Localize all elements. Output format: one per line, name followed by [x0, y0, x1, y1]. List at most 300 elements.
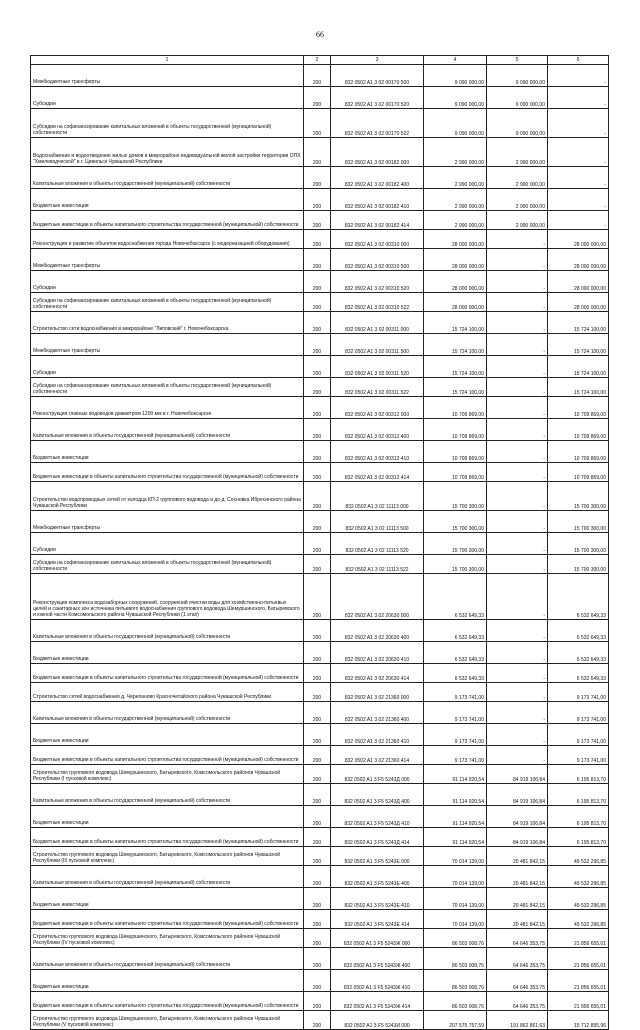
row-amount-1-cell: 15 724 100,00	[424, 356, 487, 378]
table-row	[31, 664, 609, 683]
row-amount-3-cell: 15 700 300,00	[548, 482, 609, 511]
row-amount-2-cell: -	[487, 574, 548, 620]
row-name-text: Межбюджетные трансферты	[33, 79, 101, 85]
row-name-cell	[31, 866, 304, 888]
row-amount-3-cell: -	[548, 211, 609, 230]
row-name-cell	[31, 555, 304, 574]
row-name-cell	[31, 642, 304, 664]
row-amount-2-cell: -	[487, 356, 548, 378]
table-row	[31, 847, 609, 866]
row-amount-3-cell: 49 532 296,85	[548, 866, 609, 888]
table-row	[31, 109, 609, 138]
row-name-cell	[31, 419, 304, 441]
row-amount-2-cell: 84 919 106,84	[487, 828, 548, 847]
row-amount-2-cell: -	[487, 482, 548, 511]
row-code-cell: 200	[304, 888, 331, 910]
row-amount-2-cell: -	[487, 293, 548, 312]
row-name-cell	[31, 847, 304, 866]
row-name-text: Бюджетные инвестиции в объекты капитального строительства государственной (муниципальной) собственности	[33, 757, 299, 763]
row-code-cell: 200	[304, 533, 331, 555]
row-classification-cell: 832 0502 A1 3 F5 5243Е 414	[331, 910, 424, 929]
row-classification-cell: 832 0502 A1 3 F5 5243Д 400	[331, 784, 424, 806]
row-amount-2-cell: 191 862 861,63	[487, 1011, 548, 1030]
row-classification-cell: 832 0502 A1 3 02 00310 000	[331, 230, 424, 249]
row-amount-1-cell: 10 709 869,00	[424, 397, 487, 419]
row-classification-cell: 832 0502 A1 3 02 00312 414	[331, 463, 424, 482]
row-name-text: Межбюджетные трансферты	[33, 525, 101, 531]
row-amount-3-cell: 9 173 741,00	[548, 702, 609, 724]
row-amount-2-cell: -	[487, 230, 548, 249]
row-amount-3-cell: 6 532 649,33	[548, 642, 609, 664]
row-code-cell: 200	[304, 230, 331, 249]
table-row	[31, 970, 609, 992]
row-amount-1-cell: 86 503 008,76	[424, 929, 487, 948]
row-name-cell	[31, 765, 304, 784]
row-amount-1-cell: 9 090 000,00	[424, 87, 487, 109]
table-row	[31, 87, 609, 109]
row-code-cell: 200	[304, 948, 331, 970]
row-amount-2-cell: 20 481 842,15	[487, 888, 548, 910]
row-name-text: Бюджетные инвестиции в объекты капитального строительства государственной (муниципальной) собственности	[33, 675, 299, 681]
row-classification-cell: 832 0502 A1 3 02 00311 522	[331, 378, 424, 397]
row-name-cell	[31, 970, 304, 992]
table-row	[31, 312, 609, 334]
row-code-cell: 200	[304, 702, 331, 724]
row-name-cell	[31, 249, 304, 271]
row-classification-cell: 832 0502 A1 3 02 20630 000	[331, 574, 424, 620]
row-amount-1-cell: 9 173 741,00	[424, 746, 487, 765]
row-amount-1-cell: 86 503 008,76	[424, 992, 487, 1011]
row-classification-cell: 832 0502 A1 3 F5 5243Д 410	[331, 806, 424, 828]
table-row	[31, 293, 609, 312]
row-code-cell: 200	[304, 419, 331, 441]
row-amount-3-cell: 15 712 895,96	[548, 1011, 609, 1030]
row-amount-2-cell: -	[487, 664, 548, 683]
row-name-cell	[31, 334, 304, 356]
row-name-cell	[31, 378, 304, 397]
row-amount-2-cell: -	[487, 271, 548, 293]
row-code-cell: 200	[304, 138, 331, 167]
row-amount-3-cell: 10 709 869,00	[548, 419, 609, 441]
row-amount-2-cell: 20 481 842,15	[487, 847, 548, 866]
row-amount-2-cell: 2 990 000,00	[487, 138, 548, 167]
column-header: 5	[487, 56, 548, 65]
row-classification-cell: 832 0502 A1 3 02 00310 520	[331, 271, 424, 293]
row-name-text: Бюджетные инвестиции в объекты капитального строительства государственной (муниципальной) собственности	[33, 1003, 299, 1009]
row-code-cell: 200	[304, 87, 331, 109]
row-amount-3-cell: 15 700 300,00	[548, 511, 609, 533]
row-name-text: Строительство группового водовода Шемуршинского, Батыревского, Комсомольского районов Чувашской Республики (V пусковой комплекс)	[33, 1016, 281, 1028]
row-code-cell: 200	[304, 866, 331, 888]
row-classification-cell: 832 0502 A1 3 F5 5243Ж 410	[331, 970, 424, 992]
row-classification-cell: 832 0502 A1 3 02 21360 400	[331, 702, 424, 724]
row-amount-3-cell: 6 195 813,70	[548, 784, 609, 806]
row-amount-3-cell: 10 709 869,00	[548, 441, 609, 463]
row-amount-2-cell: -	[487, 642, 548, 664]
row-code-cell: 200	[304, 828, 331, 847]
table-row	[31, 397, 609, 419]
table-row	[31, 683, 609, 702]
table-row	[31, 211, 609, 230]
row-classification-cell: 832 0502 A1 3 02 11113 500	[331, 511, 424, 533]
row-amount-1-cell: 10 709 869,00	[424, 463, 487, 482]
row-classification-cell: 832 0502 A1 3 02 11113 000	[331, 482, 424, 511]
row-amount-3-cell: 21 856 655,01	[548, 970, 609, 992]
row-classification-cell: 832 0502 A1 3 02 00170 520	[331, 87, 424, 109]
row-name-cell	[31, 683, 304, 702]
row-name-text: Строительство сетей водоснабжения д. Черепаново Красночетайского района Чувашской Республики	[33, 694, 272, 700]
row-amount-3-cell: 6 195 813,70	[548, 828, 609, 847]
row-amount-1-cell: 15 700 300,00	[424, 482, 487, 511]
row-classification-cell: 832 0502 A1 3 02 00170 522	[331, 109, 424, 138]
row-code-cell: 200	[304, 293, 331, 312]
row-amount-1-cell: 6 532 649,33	[424, 642, 487, 664]
row-amount-1-cell: 6 532 649,33	[424, 664, 487, 683]
row-name-text: Межбюджетные трансферты	[33, 348, 101, 354]
row-name-text: Бюджетные инвестиции	[33, 203, 89, 209]
row-amount-3-cell: 15 724 100,00	[548, 312, 609, 334]
table-row	[31, 1011, 609, 1030]
row-name-cell	[31, 620, 304, 642]
row-code-cell: 200	[304, 189, 331, 211]
row-code-cell: 200	[304, 765, 331, 784]
table-row	[31, 992, 609, 1011]
row-classification-cell: 832 0502 A1 3 02 21360 414	[331, 746, 424, 765]
table-body	[31, 56, 609, 1030]
row-amount-3-cell: 28 000 000,00	[548, 293, 609, 312]
table-row	[31, 334, 609, 356]
row-amount-3-cell: 15 724 100,00	[548, 378, 609, 397]
row-name-text: Межбюджетные трансферты	[33, 263, 101, 269]
table-row	[31, 929, 609, 948]
row-amount-2-cell: -	[487, 397, 548, 419]
row-name-text: Реконструкция комплекса водозаборных сооружений, сооружений очистки воды для хозяйственно-питьевых целей и санитарных зон источника питьевого водоснабжения группового водовода Шемуршинского, Батыревского и южной части Комсомольского района Чувашской Республики (1 этап)	[33, 600, 300, 618]
row-amount-2-cell: 20 481 842,15	[487, 866, 548, 888]
row-amount-3-cell: -	[548, 189, 609, 211]
row-amount-2-cell: -	[487, 511, 548, 533]
row-amount-2-cell: -	[487, 620, 548, 642]
row-amount-1-cell: 9 090 000,00	[424, 65, 487, 87]
row-amount-3-cell: 15 700 300,00	[548, 533, 609, 555]
row-amount-2-cell: -	[487, 419, 548, 441]
row-classification-cell: 832 0502 A1 3 02 20630 410	[331, 642, 424, 664]
row-name-text: Капитальные вложения в объекты государственной (муниципальной) собственности	[33, 433, 231, 439]
row-amount-2-cell: 64 646 353,75	[487, 970, 548, 992]
row-name-cell	[31, 167, 304, 189]
table-row	[31, 167, 609, 189]
row-amount-2-cell: -	[487, 533, 548, 555]
row-classification-cell: 832 0502 A1 3 02 00182 000	[331, 138, 424, 167]
row-amount-1-cell: 15 700 300,00	[424, 511, 487, 533]
table-row	[31, 910, 609, 929]
column-header: 4	[424, 56, 487, 65]
row-amount-3-cell: 6 195 813,70	[548, 765, 609, 784]
row-amount-1-cell: 9 173 741,00	[424, 702, 487, 724]
row-name-text: Реконструкция и развитие объектов водоснабжения города Новочебоксарск (с модернизацией оборудования)	[33, 241, 290, 247]
row-classification-cell: 832 0502 A1 3 F5 5243Ж 000	[331, 929, 424, 948]
row-amount-1-cell: 70 014 139,00	[424, 910, 487, 929]
row-code-cell: 200	[304, 441, 331, 463]
row-name-cell	[31, 511, 304, 533]
row-classification-cell: 832 0502 A1 3 02 00182 400	[331, 167, 424, 189]
row-name-text: Строительство водопроводных сетей от колодца КП-2 группового водовода и до д. Сосновка Ибресинского района Чувашской Республики	[33, 497, 301, 509]
row-name-text: Субсидии	[33, 370, 56, 376]
row-code-cell: 200	[304, 970, 331, 992]
row-name-text: Капитальные вложения в объекты государственной (муниципальной) собственности	[33, 716, 231, 722]
column-header: 3	[331, 56, 424, 65]
row-name-cell	[31, 138, 304, 167]
row-amount-2-cell: -	[487, 746, 548, 765]
row-amount-3-cell: 15 700 300,00	[548, 555, 609, 574]
row-name-cell	[31, 356, 304, 378]
row-amount-3-cell: 9 173 741,00	[548, 683, 609, 702]
row-amount-3-cell: -	[548, 65, 609, 87]
row-amount-1-cell: 28 000 000,00	[424, 230, 487, 249]
row-amount-3-cell: 9 173 741,00	[548, 724, 609, 746]
row-amount-2-cell: -	[487, 683, 548, 702]
row-code-cell: 200	[304, 574, 331, 620]
row-amount-1-cell: 15 724 100,00	[424, 334, 487, 356]
row-classification-cell: 832 0502 A1 3 F5 5243Ж 414	[331, 992, 424, 1011]
row-amount-3-cell: 15 724 100,00	[548, 334, 609, 356]
row-code-cell: 200	[304, 109, 331, 138]
row-name-cell	[31, 664, 304, 683]
row-code-cell: 200	[304, 463, 331, 482]
column-header: 2	[304, 56, 331, 65]
column-header: 6	[548, 56, 609, 65]
row-code-cell: 200	[304, 211, 331, 230]
table-row	[31, 511, 609, 533]
row-amount-2-cell: 84 919 106,84	[487, 806, 548, 828]
row-name-cell	[31, 211, 304, 230]
row-amount-2-cell: 9 090 000,00	[487, 65, 548, 87]
table-row	[31, 463, 609, 482]
table-row	[31, 65, 609, 87]
row-name-cell	[31, 109, 304, 138]
table-row	[31, 765, 609, 784]
table-row	[31, 249, 609, 271]
row-classification-cell: 832 0502 A1 3 F5 5243Е 400	[331, 866, 424, 888]
row-amount-1-cell: 91 114 920,54	[424, 784, 487, 806]
row-amount-3-cell: 10 709 869,00	[548, 463, 609, 482]
row-name-text: Капитальные вложения в объекты государственной (муниципальной) собственности	[33, 962, 231, 968]
row-name-cell	[31, 397, 304, 419]
row-code-cell: 200	[304, 312, 331, 334]
row-name-cell	[31, 910, 304, 929]
row-amount-1-cell: 9 090 000,00	[424, 109, 487, 138]
row-code-cell: 200	[304, 929, 331, 948]
row-amount-3-cell: 6 195 813,70	[548, 806, 609, 828]
row-code-cell: 200	[304, 167, 331, 189]
row-classification-cell: 832 0502 A1 3 02 00182 414	[331, 211, 424, 230]
row-name-text: Строительство группового водовода Шемуршинского, Батыревского, Комсомольского районов Чувашской Республики (IV пусковой комплекс)	[33, 934, 281, 946]
row-name-text: Строительство группового водовода Шемуршинского, Батыревского, Комсомольского районов Чувашской Республики (I пусковой комплекс)	[33, 770, 281, 782]
row-classification-cell: 832 0502 A1 3 02 11113 522	[331, 555, 424, 574]
table-row	[31, 948, 609, 970]
row-name-cell	[31, 574, 304, 620]
row-amount-3-cell: 28 000 000,00	[548, 271, 609, 293]
row-classification-cell: 832 0502 A1 3 F5 5243И 000	[331, 1011, 424, 1030]
row-amount-3-cell: 28 000 000,00	[548, 230, 609, 249]
table-row	[31, 441, 609, 463]
row-amount-1-cell: 86 503 008,76	[424, 948, 487, 970]
table-row	[31, 702, 609, 724]
row-amount-1-cell: 2 990 000,00	[424, 138, 487, 167]
row-name-text: Бюджетные инвестиции	[33, 738, 89, 744]
row-classification-cell: 832 0502 A1 3 02 21360 000	[331, 683, 424, 702]
row-amount-2-cell: 9 090 000,00	[487, 109, 548, 138]
row-classification-cell: 832 0502 A1 3 F5 5243Е 410	[331, 888, 424, 910]
row-code-cell: 200	[304, 847, 331, 866]
row-name-text: Строительство сети водоснабжения в микрорайоне "Липовский" г. Новочебоксарска	[33, 326, 229, 332]
table-row	[31, 378, 609, 397]
row-amount-2-cell: 64 646 353,75	[487, 948, 548, 970]
row-name-text: Водоснабжение и водоотведение жилых домов в микрорайоне индивидуальной жилой застройки территории ОПХ "Хмелеводческой" в г. Цивильск Чувашской Республики	[33, 153, 301, 165]
row-name-text: Бюджетные инвестиции	[33, 820, 89, 826]
row-name-text: Бюджетные инвестиции в объекты капитального строительства государственной (муниципальной) собственности	[33, 839, 299, 845]
row-code-cell: 200	[304, 249, 331, 271]
row-amount-1-cell: 10 709 869,00	[424, 419, 487, 441]
row-name-text: Капитальные вложения в объекты государственной (муниципальной) собственности	[33, 880, 231, 886]
table-row	[31, 642, 609, 664]
table-row	[31, 888, 609, 910]
row-amount-2-cell: 9 090 000,00	[487, 87, 548, 109]
row-classification-cell: 832 0502 A1 3 02 00310 522	[331, 293, 424, 312]
row-code-cell: 200	[304, 482, 331, 511]
row-classification-cell: 832 0502 A1 3 F5 5243Е 000	[331, 847, 424, 866]
row-amount-3-cell: 49 532 296,85	[548, 888, 609, 910]
row-amount-3-cell: -	[548, 138, 609, 167]
row-amount-1-cell: 2 990 000,00	[424, 211, 487, 230]
row-name-cell	[31, 312, 304, 334]
row-name-text: Бюджетные инвестиции	[33, 455, 89, 461]
row-amount-3-cell: 49 532 296,85	[548, 847, 609, 866]
row-code-cell: 200	[304, 664, 331, 683]
row-amount-2-cell: 64 646 353,75	[487, 929, 548, 948]
row-code-cell: 200	[304, 784, 331, 806]
row-classification-cell: 832 0502 A1 3 02 00182 410	[331, 189, 424, 211]
row-name-text: Реконструкция главных водоводов диаметром 1200 мм в г. Новочебоксарске	[33, 411, 212, 417]
row-code-cell: 200	[304, 746, 331, 765]
row-classification-cell: 832 0502 A1 3 F5 5243Д 000	[331, 765, 424, 784]
row-amount-3-cell: 28 000 000,00	[548, 249, 609, 271]
row-amount-2-cell: -	[487, 312, 548, 334]
table-row	[31, 419, 609, 441]
row-amount-3-cell: 9 173 741,00	[548, 746, 609, 765]
row-name-text: Бюджетные инвестиции	[33, 902, 89, 908]
row-name-cell	[31, 87, 304, 109]
row-name-text: Субсидии на софинансирование капитальных вложений в объекты государственной (муниципальной) собственности	[33, 560, 272, 572]
table-row	[31, 189, 609, 211]
row-name-text: Субсидии	[33, 285, 56, 291]
row-amount-1-cell: 15 700 300,00	[424, 555, 487, 574]
table-row	[31, 724, 609, 746]
table-row	[31, 482, 609, 511]
row-amount-2-cell: 84 919 106,84	[487, 765, 548, 784]
row-amount-3-cell: -	[548, 167, 609, 189]
row-amount-1-cell: 2 990 000,00	[424, 189, 487, 211]
row-amount-1-cell: 6 532 649,33	[424, 620, 487, 642]
row-amount-1-cell: 6 532 649,33	[424, 574, 487, 620]
row-amount-1-cell: 9 173 741,00	[424, 683, 487, 702]
row-name-cell	[31, 746, 304, 765]
row-classification-cell: 832 0502 A1 3 02 00311 000	[331, 312, 424, 334]
row-code-cell: 200	[304, 1011, 331, 1030]
row-code-cell: 200	[304, 555, 331, 574]
table-header-row	[31, 56, 609, 65]
row-amount-3-cell: 21 856 655,01	[548, 992, 609, 1011]
row-amount-2-cell: 2 990 000,00	[487, 189, 548, 211]
row-amount-3-cell: 6 532 649,33	[548, 664, 609, 683]
row-amount-1-cell: 15 724 100,00	[424, 378, 487, 397]
row-classification-cell: 832 0502 A1 3 02 21360 410	[331, 724, 424, 746]
row-code-cell: 200	[304, 992, 331, 1011]
row-name-text: Субсидии на софинансирование капитальных вложений в объекты государственной (муниципальной) собственности	[33, 124, 272, 136]
row-name-cell	[31, 230, 304, 249]
row-amount-2-cell: -	[487, 463, 548, 482]
row-code-cell: 200	[304, 910, 331, 929]
row-code-cell: 200	[304, 397, 331, 419]
row-code-cell: 200	[304, 334, 331, 356]
row-amount-1-cell: 91 114 920,54	[424, 828, 487, 847]
row-amount-2-cell: -	[487, 555, 548, 574]
row-amount-3-cell: 49 532 296,85	[548, 910, 609, 929]
table-row	[31, 555, 609, 574]
row-name-cell	[31, 293, 304, 312]
row-classification-cell: 832 0502 A1 3 02 11113 520	[331, 533, 424, 555]
row-amount-3-cell: -	[548, 109, 609, 138]
row-amount-1-cell: 70 014 139,00	[424, 866, 487, 888]
row-classification-cell: 832 0502 A1 3 F5 5243Ж 400	[331, 948, 424, 970]
row-name-cell	[31, 1011, 304, 1030]
row-classification-cell: 832 0502 A1 3 02 00310 500	[331, 249, 424, 271]
row-amount-3-cell: 21 856 655,01	[548, 929, 609, 948]
row-classification-cell: 832 0502 A1 3 02 20630 414	[331, 664, 424, 683]
row-amount-1-cell: 86 503 008,76	[424, 970, 487, 992]
row-name-text: Строительство группового водовода Шемуршинского, Батыревского, Комсомольского районов Чувашской Республики (III пусковой комплекс)	[33, 852, 281, 864]
row-classification-cell: 832 0502 A1 3 F5 5243Д 414	[331, 828, 424, 847]
row-name-cell	[31, 441, 304, 463]
row-amount-2-cell: -	[487, 724, 548, 746]
row-amount-1-cell: 10 709 869,00	[424, 441, 487, 463]
row-amount-1-cell: 2 990 000,00	[424, 167, 487, 189]
row-name-cell	[31, 533, 304, 555]
row-amount-2-cell: -	[487, 249, 548, 271]
row-amount-3-cell: 10 709 869,00	[548, 397, 609, 419]
row-amount-1-cell: 207 575 757,59	[424, 1011, 487, 1030]
row-name-text: Капитальные вложения в объекты государственной (муниципальной) собственности	[33, 798, 231, 804]
row-amount-1-cell: 70 014 139,00	[424, 847, 487, 866]
row-name-text: Субсидии на софинансирование капитальных вложений в объекты государственной (муниципальной) собственности	[33, 383, 272, 395]
row-name-cell	[31, 65, 304, 87]
table-row	[31, 784, 609, 806]
row-amount-1-cell: 28 000 000,00	[424, 293, 487, 312]
table-row	[31, 138, 609, 167]
row-classification-cell: 832 0502 A1 3 02 00312 410	[331, 441, 424, 463]
row-amount-1-cell: 28 000 000,00	[424, 249, 487, 271]
row-amount-3-cell: 6 532 649,33	[548, 620, 609, 642]
row-name-cell	[31, 929, 304, 948]
row-name-cell	[31, 784, 304, 806]
table-row	[31, 574, 609, 620]
row-amount-3-cell: 21 856 655,01	[548, 948, 609, 970]
row-code-cell: 200	[304, 683, 331, 702]
row-name-cell	[31, 724, 304, 746]
row-code-cell: 200	[304, 724, 331, 746]
row-code-cell: 200	[304, 511, 331, 533]
row-code-cell: 200	[304, 378, 331, 397]
row-amount-2-cell: -	[487, 334, 548, 356]
